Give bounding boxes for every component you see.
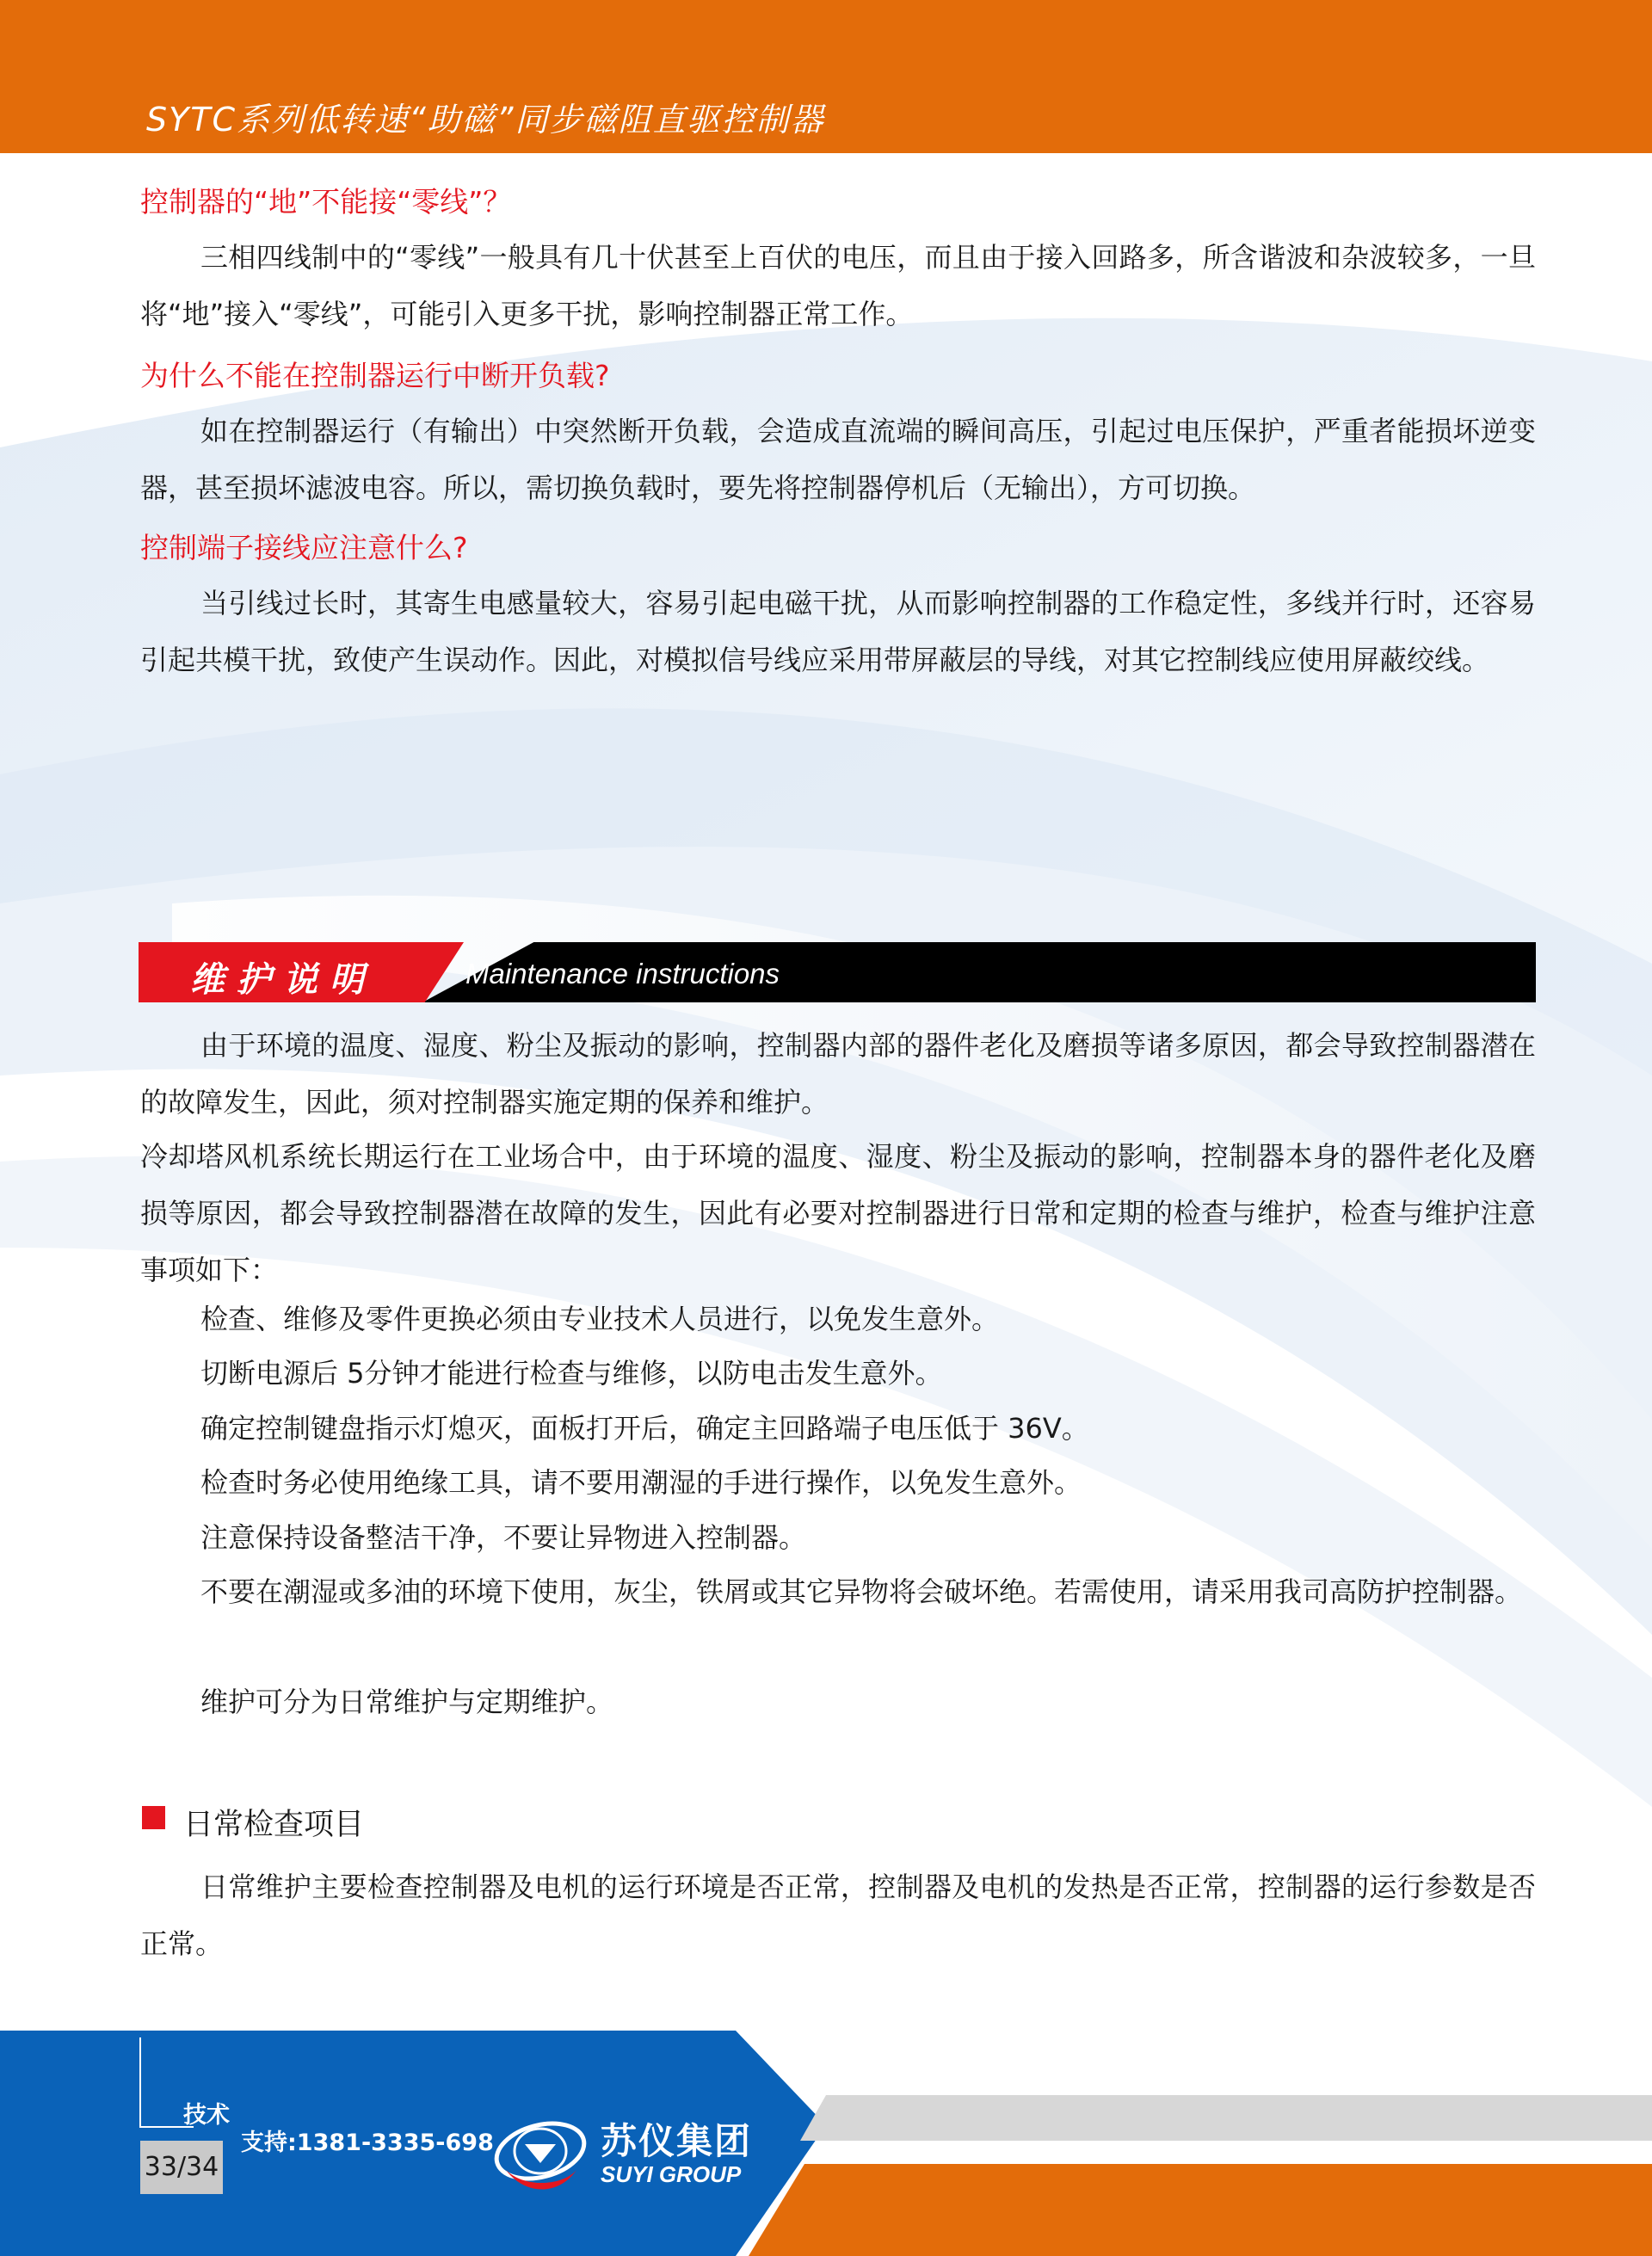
page-number: 33/34 [144, 2152, 219, 2182]
faq-question: 控制端子接线应注意什么? [140, 531, 468, 564]
list-item: 切断电源后 5分钟才能进行检查与维修，以防电击发生意外。 [200, 1357, 943, 1390]
page-number-box [140, 2141, 223, 2194]
logo-text-en: SUYI GROUP [601, 2161, 742, 2187]
section-intro: 由于环境的温度、湿度、粉尘及振动的影响，控制器内部的器件老化及磨损等诸多原因，都会导致控制器潜在的故障发生，因此，须对控制器实施定期的保养和维护。 [140, 1029, 1536, 1119]
footer-phone: 支持:1381-3335-698 [241, 2130, 494, 2156]
section-title-zh: 维护说明 [190, 960, 376, 1000]
list-item: 检查时务必使用绝缘工具，请不要用潮湿的手进行操作，以免发生意外。 [200, 1466, 1082, 1499]
logo-text-zh: 苏仪集团 [601, 2120, 753, 2162]
logo-emblem-icon [490, 2110, 594, 2204]
company-logo [490, 2110, 774, 2204]
list-item: 不要在潮湿或多油的环境下使用，灰尘，铁屑或其它异物将会破坏绝。若需使用，请采用我司高防护控制器。 [200, 1575, 1523, 1608]
list-item: 检查、维修及零件更换必须由专业技术人员进行，以免发生意外。 [200, 1303, 1000, 1335]
list-item: 注意保持设备整洁干净，不要让异物进入控制器。 [200, 1521, 807, 1554]
faq-answer: 三相四线制中的“零线”一般具有几十伏甚至上百伏的电压，而且由于接入回路多，所含谐波和杂波较多，一旦将“地”接入“零线”，可能引入更多干扰，影响控制器正常工作。 [140, 241, 1536, 330]
faq-question: 为什么不能在控制器运行中断开负载? [140, 359, 610, 392]
bullet-square-icon [142, 1806, 165, 1829]
section-header-bar [139, 942, 1536, 1002]
section-intro-2: 冷却塔风机系统长期运行在工业场合中，由于环境的温度、湿度、粉尘及振动的影响，控制器本身的器件老化及磨损等原因，都会导致控制器潜在故障的发生，因此有必要对控制器进行日常和定期的检查与维护，检查与维护注意事项如下： [140, 1140, 1536, 1286]
faq-question: 控制器的“地”不能接“零线”？ [140, 185, 512, 219]
daily-check-text: 日常维护主要检查控制器及电机的运行环境是否正常，控制器及电机的发热是否正常，控制器的运行参数是否正常。 [140, 1871, 1536, 1960]
daily-check-title: 日常检查项目 [183, 1808, 365, 1842]
list-item: 确定控制键盘指示灯熄灭，面板打开后，确定主回路端子电压低于 36V。 [200, 1412, 1089, 1445]
section-title-en: Maintenance instructions [465, 958, 780, 989]
page-header [0, 0, 1652, 153]
header-title: SYTC系列低转速“助磁”同步磁阻直驱控制器 [146, 101, 825, 139]
faq-answer: 当引线过长时，其寄生电感量较大，容易引起电磁干扰，从而影响控制器的工作稳定性，多线并行时，还容易引起共模干扰，致使产生误动作。因此，对模拟信号线应采用带屏蔽层的导线，对其它控制线应使用屏蔽绞线。 [140, 587, 1536, 676]
footer-tech-label: 技术 [183, 2102, 230, 2129]
faq-answer: 如在控制器运行（有输出）中突然断开负载，会造成直流端的瞬间高压，引起过电压保护，严重者能损坏逆变器，甚至损坏滤波电容。所以，需切换负载时，要先将控制器停机后（无输出），方可切换。 [140, 415, 1536, 504]
list-item: 维护可分为日常维护与定期维护。 [200, 1686, 614, 1718]
